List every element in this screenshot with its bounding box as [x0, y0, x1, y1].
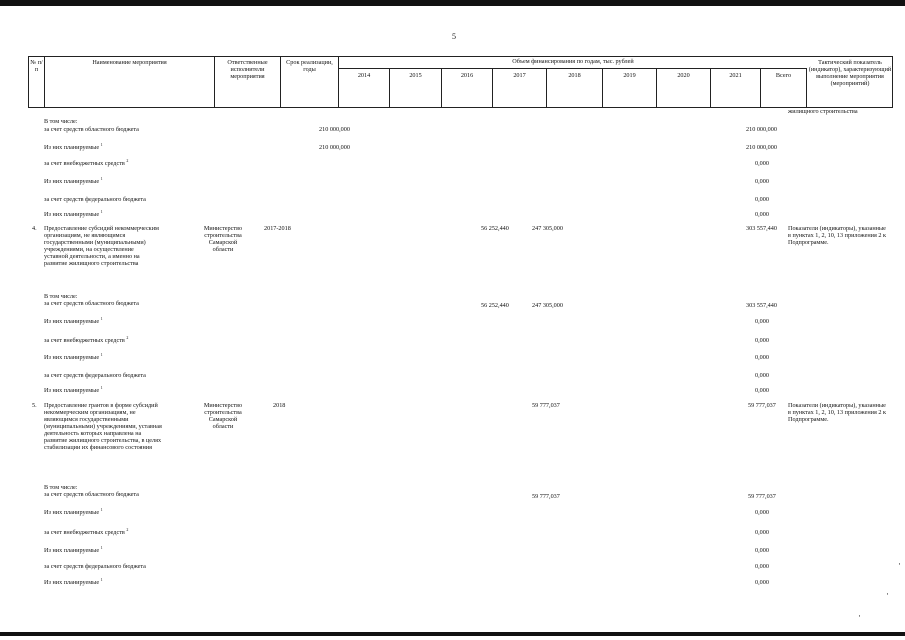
value-total: 210 000,000 [746, 144, 777, 151]
value-total: 0,000 [755, 178, 769, 185]
item5-name: Предоставление грантов в форме субсидий некоммерческим организациям, не являющимся государственными (муниципальными) учреждениями, уставная деятельность которых направлена на развитие жилищного строительства, в целях стабилизации их финансового состояния [44, 402, 162, 451]
row-label: Из них планируемые $^1$ [44, 351, 103, 361]
item4-intro: В том числе: [44, 293, 78, 300]
header-year-2018: 2018 [547, 68, 603, 108]
item5-indicator: Показатели (индикаторы), указанные в пунктах 1, 2, 10, 13 приложения 2 к Подпрограмме. [788, 402, 887, 423]
header-indicator: Тактический показатель (индикатор), характеризующий выполнение мероприятия (мероприятий) [808, 59, 892, 87]
row-label: за счет внебюджетных средств $^2$ [44, 157, 129, 167]
header-year-2017: 2017 [493, 68, 547, 108]
item4-value-2017: 56 252,440 [481, 225, 509, 232]
item5-period: 2018 [273, 402, 286, 409]
item4-period: 2017-2018 [264, 225, 291, 232]
value-2017: 56 252,440 [481, 302, 509, 309]
value-2014: 210 000,000 [319, 144, 350, 151]
value-total: 0,000 [755, 196, 769, 203]
top-scan-border [0, 0, 905, 6]
header-executor: Ответственные исполнители мероприятия [215, 57, 281, 108]
row-label: за счет средств областного бюджета [44, 491, 139, 498]
row-label: Из них планируемые $^1$ [44, 208, 103, 218]
row-label: за счет средств федерального бюджета [44, 563, 146, 570]
value-total: 0,000 [755, 211, 769, 218]
value-total: 0,000 [755, 318, 769, 325]
row-label: Из них планируемые $^1$ [44, 544, 103, 554]
value-total: 210 000,000 [746, 126, 777, 133]
item5-executor: Министерство строительства Самарской области [203, 402, 243, 430]
header-period: Срок реализации, годы [281, 57, 339, 108]
item5-intro: В том числе: [44, 484, 78, 491]
header-year-2014: 2014 [339, 68, 390, 108]
item4-value-total: 303 557,440 [746, 225, 777, 232]
header-funding: Объем финансирования по годам, тыс. рублей [512, 58, 634, 65]
header-year-2020: 2020 [657, 68, 711, 108]
value-total: 0,000 [755, 387, 769, 394]
bottom-scan-border [0, 632, 905, 636]
value-total: 0,000 [755, 547, 769, 554]
item4-indicator: Показатели (индикаторы), указанные в пунктах 1, 2, 10, 13 приложения 2 к Подпрограмме. [788, 225, 887, 246]
item5-value-total: 59 777,037 [748, 402, 776, 409]
row-label: за счет средств федерального бюджета [44, 196, 146, 203]
item4-name: Предоставление субсидий некоммерческим организациям, не являющимся государственными (муниципальными) учреждениями, на осуществление уставной деятельности, а именно на развитие жилищного строительства [44, 225, 159, 267]
header-num: № п/п [29, 57, 45, 108]
value-total: 303 557,440 [746, 302, 777, 309]
header-year-2019: 2019 [603, 68, 657, 108]
row-label: Из них планируемые $^1$ [44, 141, 103, 151]
row-label: Из них планируемые $^1$ [44, 576, 103, 586]
row-label: за счет внебюджетных средств $^2$ [44, 526, 129, 536]
row-label: за счет средств областного бюджета [44, 126, 139, 133]
scan-speck: · [898, 559, 901, 569]
header-name: Наименование мероприятия [45, 57, 215, 108]
scan-speck: · [858, 611, 861, 621]
block1-intro: В том числе: [44, 118, 78, 125]
item4-executor: Министерство строительства Самарской области [203, 225, 243, 253]
scan-speck: · [886, 589, 889, 599]
header-year-2015: 2015 [390, 68, 442, 108]
page-number: 5 [452, 32, 456, 41]
table-header [28, 56, 893, 108]
value-total: 0,000 [755, 529, 769, 536]
item5-num: 5. [32, 402, 37, 409]
item4-value-2018: 247 305,000 [532, 225, 563, 232]
value-total: 0,000 [755, 509, 769, 516]
header-total: Всего [761, 68, 807, 108]
header-year-2021: 2021 [711, 68, 761, 108]
value-total: 0,000 [755, 579, 769, 586]
row-label: за счет средств федерального бюджета [44, 372, 146, 379]
value-total: 0,000 [755, 354, 769, 361]
value-total: 0,000 [755, 337, 769, 344]
value-total: 0,000 [755, 372, 769, 379]
item5-value-2018: 59 777,037 [532, 402, 560, 409]
row-label: Из них планируемые $^1$ [44, 384, 103, 394]
row-label: за счет внебюджетных средств $^2$ [44, 334, 129, 344]
header-year-2016: 2016 [442, 68, 493, 108]
value-2018: 59 777,037 [532, 493, 560, 500]
value-2018: 247 305,000 [532, 302, 563, 309]
row-label: за счет средств областного бюджета [44, 300, 139, 307]
row-label: Из них планируемые $^1$ [44, 315, 103, 325]
item4-num: 4. [32, 225, 37, 232]
row-label: Из них планируемые $^1$ [44, 506, 103, 516]
row-label: Из них планируемые $^1$ [44, 175, 103, 185]
value-2014: 210 000,000 [319, 126, 350, 133]
value-total: 0,000 [755, 160, 769, 167]
value-total: 0,000 [755, 563, 769, 570]
carryover-text: жилищного строительства [788, 108, 858, 115]
value-total: 59 777,037 [748, 493, 776, 500]
